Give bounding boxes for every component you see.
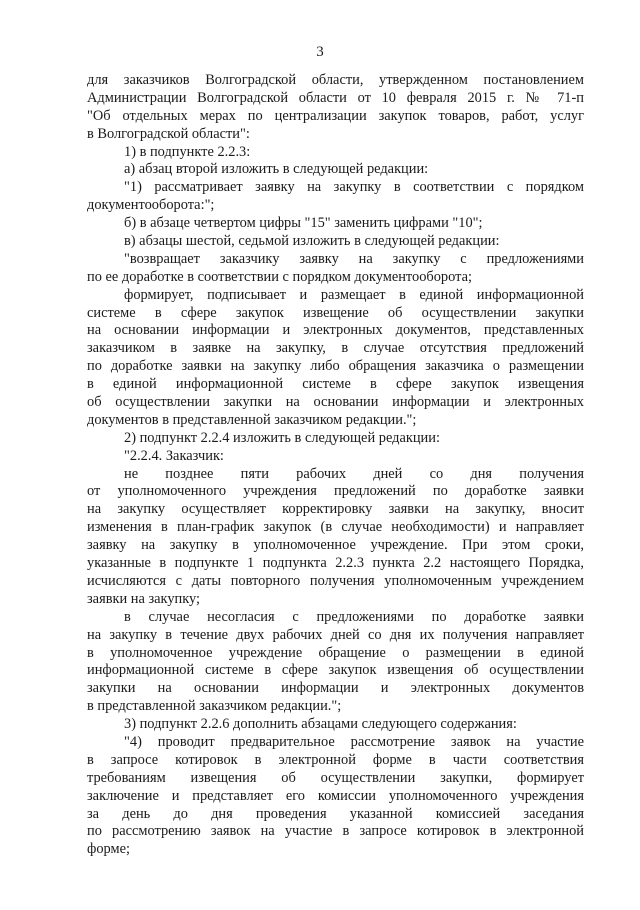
text-line: на основании информации и электронных документов, представленных <box>87 322 584 339</box>
text-line: документов в представленной заказчиком редакции."; <box>87 411 417 428</box>
text-line: системе в сфере закупок извещение об осуществлении закупки <box>87 304 584 321</box>
text-line: "4) проводит предварительное рассмотрение заявок на участие <box>124 733 584 750</box>
text-line: заключение и представляет его комиссии уполномоченного учреждения <box>87 787 584 804</box>
text-line: Администрации Волгоградской области от 10 февраля 2015 г. № 71-п <box>87 89 584 106</box>
text-line: по доработке заявки на закупку либо обращения заказчика о размещении <box>87 358 584 375</box>
text-line: за день до дня проведения указанной комиссией заседания <box>87 805 584 822</box>
text-line: заявки на закупку; <box>87 590 201 607</box>
text-line: требованиям извещения об осуществлении закупки, формирует <box>87 769 584 786</box>
text-line: "2.2.4. Заказчик: <box>124 447 224 464</box>
text-line: в представленной заказчиком редакции."; <box>87 698 342 715</box>
text-line: 1) в подпункте 2.2.3: <box>124 143 251 160</box>
text-line: в случае несогласия с предложениями по доработке заявки <box>124 608 584 625</box>
text-line: "Об отдельных мерах по централизации закупок товаров, работ, услуг <box>87 107 584 124</box>
text-line: б) в абзаце четвертом цифры "15" заменить цифрами "10"; <box>124 215 483 232</box>
text-line: в запросе котировок в электронной форме в части соответствия <box>87 751 584 768</box>
document-body <box>87 72 584 859</box>
text-line: по рассмотрению заявок на участие в запросе котировок в электронной <box>87 823 584 840</box>
text-line: в Волгоградской области": <box>87 125 250 142</box>
text-line: а) абзац второй изложить в следующей редакции: <box>124 161 429 178</box>
text-line: по ее доработке в соответствии с порядком документооборота; <box>87 268 472 285</box>
text-line: на закупку в течение двух рабочих дней со дня их получения направляет <box>87 626 584 643</box>
text-line: 2) подпункт 2.2.4 изложить в следующей редакции: <box>124 429 440 446</box>
text-line: документооборота:"; <box>87 197 215 214</box>
text-line: исчисляются с даты повторного получения уполномоченным учреждением <box>87 572 584 589</box>
text-line: в единой информационной системе в сфере закупок извещения <box>87 376 584 393</box>
text-line: указанные в подпункте 1 подпункта 2.2.3 пункта 2.2 настоящего Порядка, <box>87 555 584 572</box>
text-line: в) абзацы шестой, седьмой изложить в следующей редакции: <box>124 233 500 250</box>
text-line: "возвращает заказчику заявку на закупку с предложениями <box>124 250 584 267</box>
text-line: заявку на закупку в уполномоченное учреждение. При этом сроки, <box>87 537 584 554</box>
text-line: "1) рассматривает заявку на закупку в соответствии с порядком <box>124 179 584 196</box>
text-line: в уполномоченное учреждение обращение о размещении в единой <box>87 644 584 661</box>
text-line: информационной системе в сфере закупок извещения об осуществлении <box>87 662 584 679</box>
text-line: заказчиком в заявке на закупку, в случае отсутствия предложений <box>87 340 584 357</box>
text-line: 3) подпункт 2.2.6 дополнить абзацами следующего содержания: <box>124 716 517 733</box>
text-line: форме; <box>87 841 130 858</box>
text-line: об осуществлении закупки на основании информации и электронных <box>87 394 584 411</box>
page-number: 3 <box>316 44 324 60</box>
text-line: не позднее пяти рабочих дней со дня получения <box>124 465 584 482</box>
text-line: изменения в план-график закупок (в случае необходимости) и направляет <box>87 519 584 536</box>
text-line: от уполномоченного учреждения предложений по доработке заявки <box>87 483 584 500</box>
text-line: на закупку осуществляет корректировку заявки на закупку, вносит <box>87 501 584 518</box>
text-line: закупки на основании информации и электронных документов <box>87 680 584 697</box>
text-line: для заказчиков Волгоградской области, утвержденном постановлением <box>87 72 584 88</box>
text-line: формирует, подписывает и размещает в единой информационной <box>124 286 584 303</box>
